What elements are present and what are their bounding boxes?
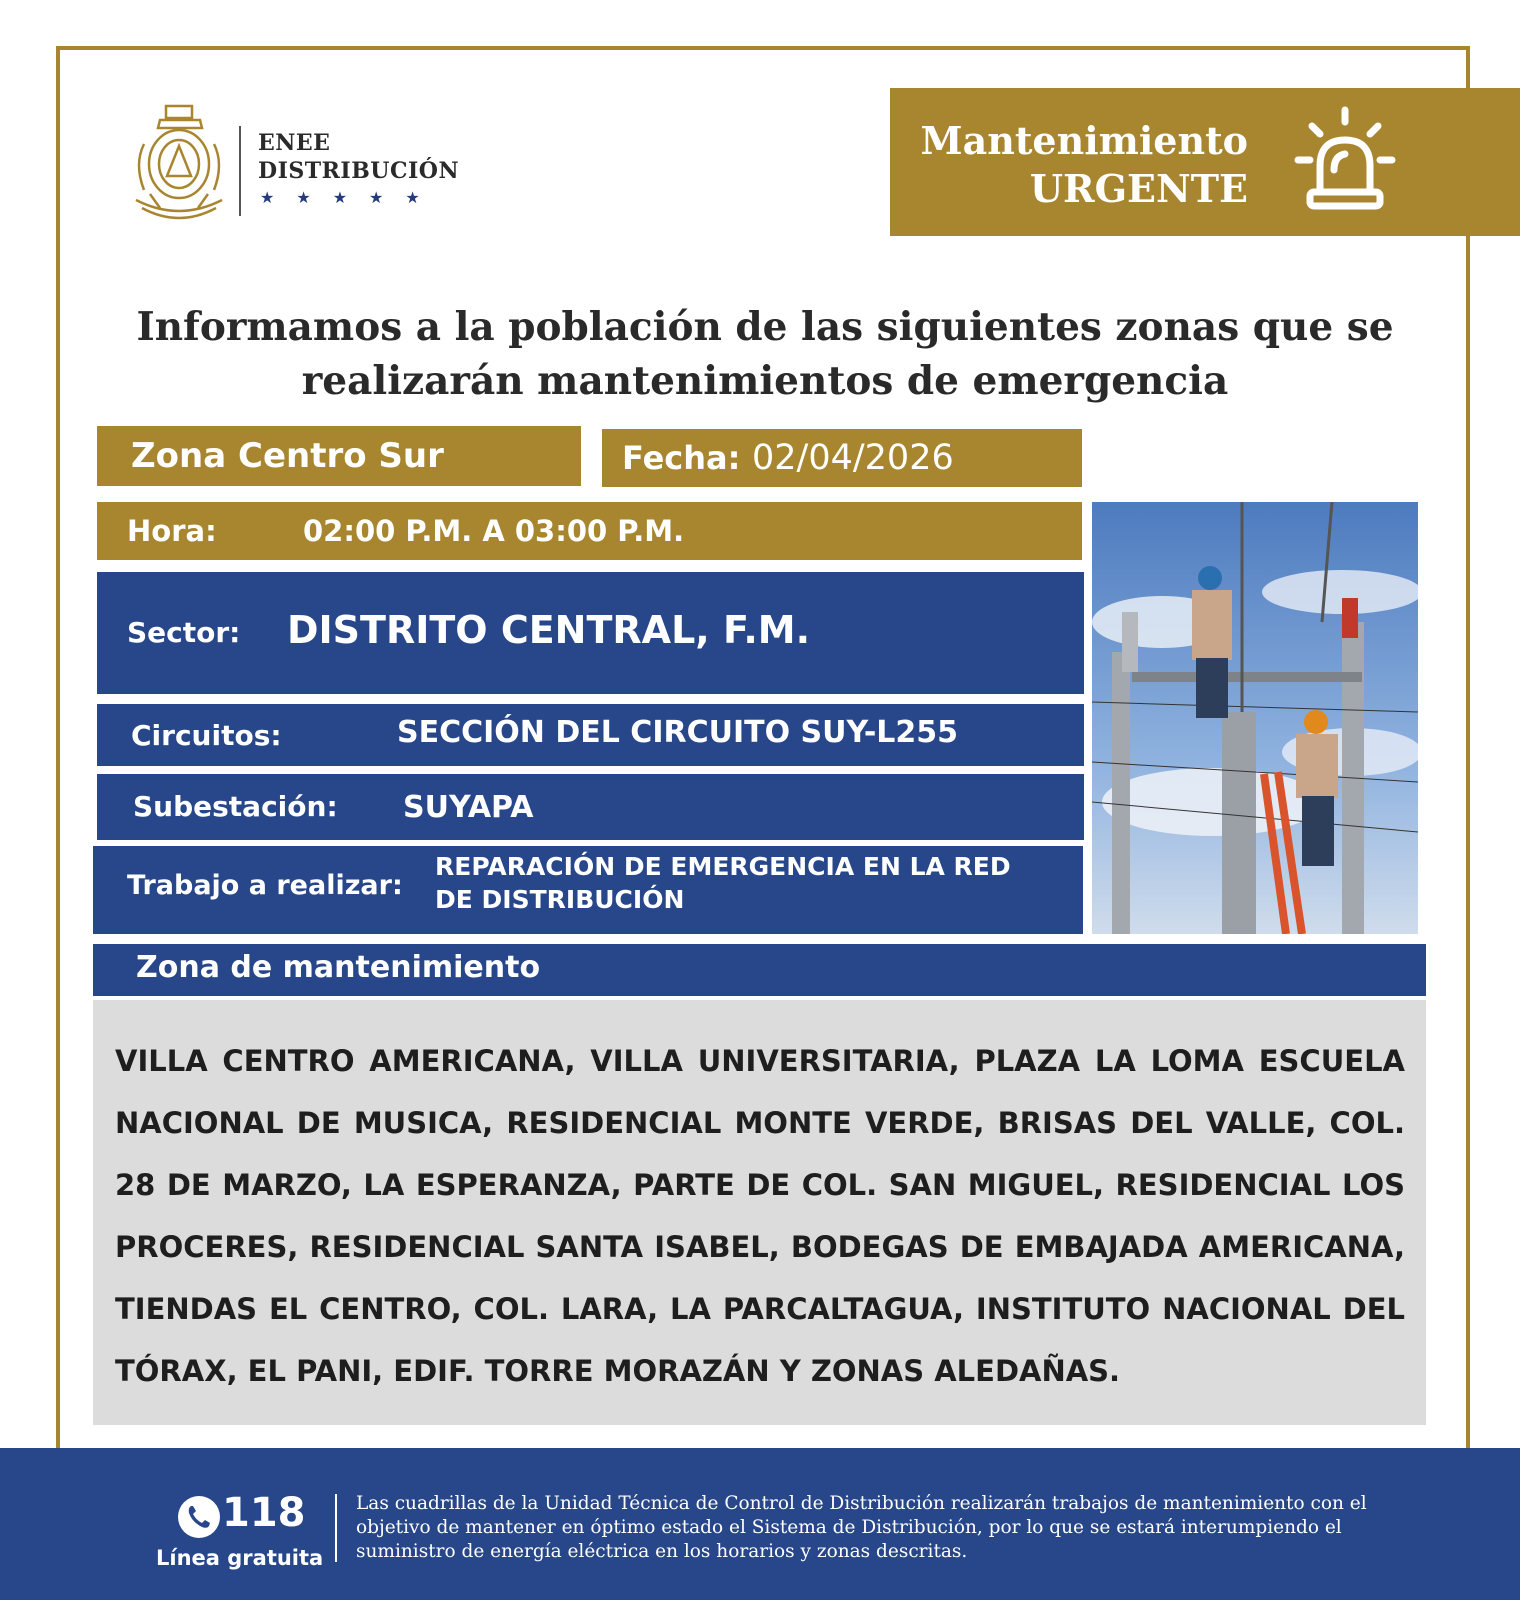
- org-name-line1: ENEE: [258, 130, 331, 156]
- circuits-bar: [97, 704, 1084, 766]
- affected-areas-text: VILLA CENTRO AMERICANA, VILLA UNIVERSITARIA, PLAZA LA LOMA ESCUELA NACIONAL DE MUSICA, RESIDENCIAL MONTE VERDE, BRISAS DEL VALLE, COL. 28 DE MARZO, LA ESPERANZA, PARTE DE COL. SAN MIGUEL, RESIDENCIAL LOS PROCERES, RESIDENCIAL SANTA ISABEL, BODEGAS DE EMBAJADA AMERICANA, TIENDAS EL CENTRO, COL. LARA, LA PARCALTAGUA, INSTITUTO NACIONAL DEL TÓRAX, EL PANI, EDIF. TORRE MORAZÁN Y ZONAS ALEDAÑAS.: [115, 1044, 1405, 1388]
- substation-value: SUYAPA: [403, 790, 534, 825]
- stars: ★★★★★: [260, 188, 442, 207]
- maintenance-zone-box: [93, 1000, 1426, 1425]
- maintenance-zone-title: Zona de mantenimiento: [136, 950, 541, 985]
- date-label: Fecha:: [622, 439, 741, 477]
- work-label: Trabajo a realizar:: [127, 870, 403, 901]
- banner-line1: Mantenimiento: [920, 118, 1248, 163]
- time-value: 02:00 P.M. A 03:00 P.M.: [303, 514, 685, 548]
- sector-value: DISTRITO CENTRAL, F.M.: [287, 608, 811, 652]
- footer: [0, 1448, 1520, 1600]
- hotline-number: 118: [222, 1490, 306, 1536]
- banner-line2: URGENTE: [1029, 166, 1248, 211]
- zone-label: Zona Centro Sur: [131, 436, 444, 476]
- footer-divider: [335, 1494, 337, 1562]
- hotline-label: Línea gratuita: [156, 1546, 324, 1570]
- time-label: Hora:: [127, 514, 217, 548]
- time-bar: [97, 502, 1082, 560]
- footer-note: Las cuadrillas de la Unidad Técnica de Control de Distribución realizarán trabajos de mantenimiento con el objetivo de mantener en óptimo estado el Sistema de Distribución, por lo que se estará interumpiendo el suministro de energía eléctrica en los horarios y zonas descritas.: [356, 1493, 1367, 1562]
- date-bar: [602, 429, 1082, 487]
- substation-label: Subestación:: [133, 790, 338, 823]
- work-value-line2: DE DISTRIBUCIÓN: [435, 885, 685, 914]
- zone-bar: [97, 426, 581, 486]
- maintenance-zone-header: [93, 944, 1426, 996]
- headline: Informamos a la población de las siguientes zonas que se realizarán mantenimientos de emergencia: [136, 304, 1394, 404]
- work-value-line1: REPARACIÓN DE EMERGENCIA EN LA RED: [435, 852, 1011, 881]
- lineworkers-photo: [1092, 502, 1418, 934]
- sector-label: Sector:: [127, 616, 241, 649]
- alarm-siren-icon: [1290, 104, 1400, 214]
- enee-logo: [130, 104, 490, 229]
- work-bar: [93, 846, 1083, 934]
- sector-bar: [97, 572, 1084, 694]
- logo-divider: [239, 126, 241, 216]
- circuits-value: SECCIÓN DEL CIRCUITO SUY-L255: [397, 715, 959, 750]
- urgent-banner: [890, 88, 1520, 236]
- substation-bar: [97, 774, 1084, 840]
- phone-icon: [176, 1494, 222, 1540]
- coat-of-arms-icon: [130, 104, 230, 229]
- date-value: 02/04/2026: [752, 438, 954, 478]
- org-name-line2: DISTRIBUCIÓN: [258, 158, 460, 184]
- circuits-label: Circuitos:: [131, 719, 282, 752]
